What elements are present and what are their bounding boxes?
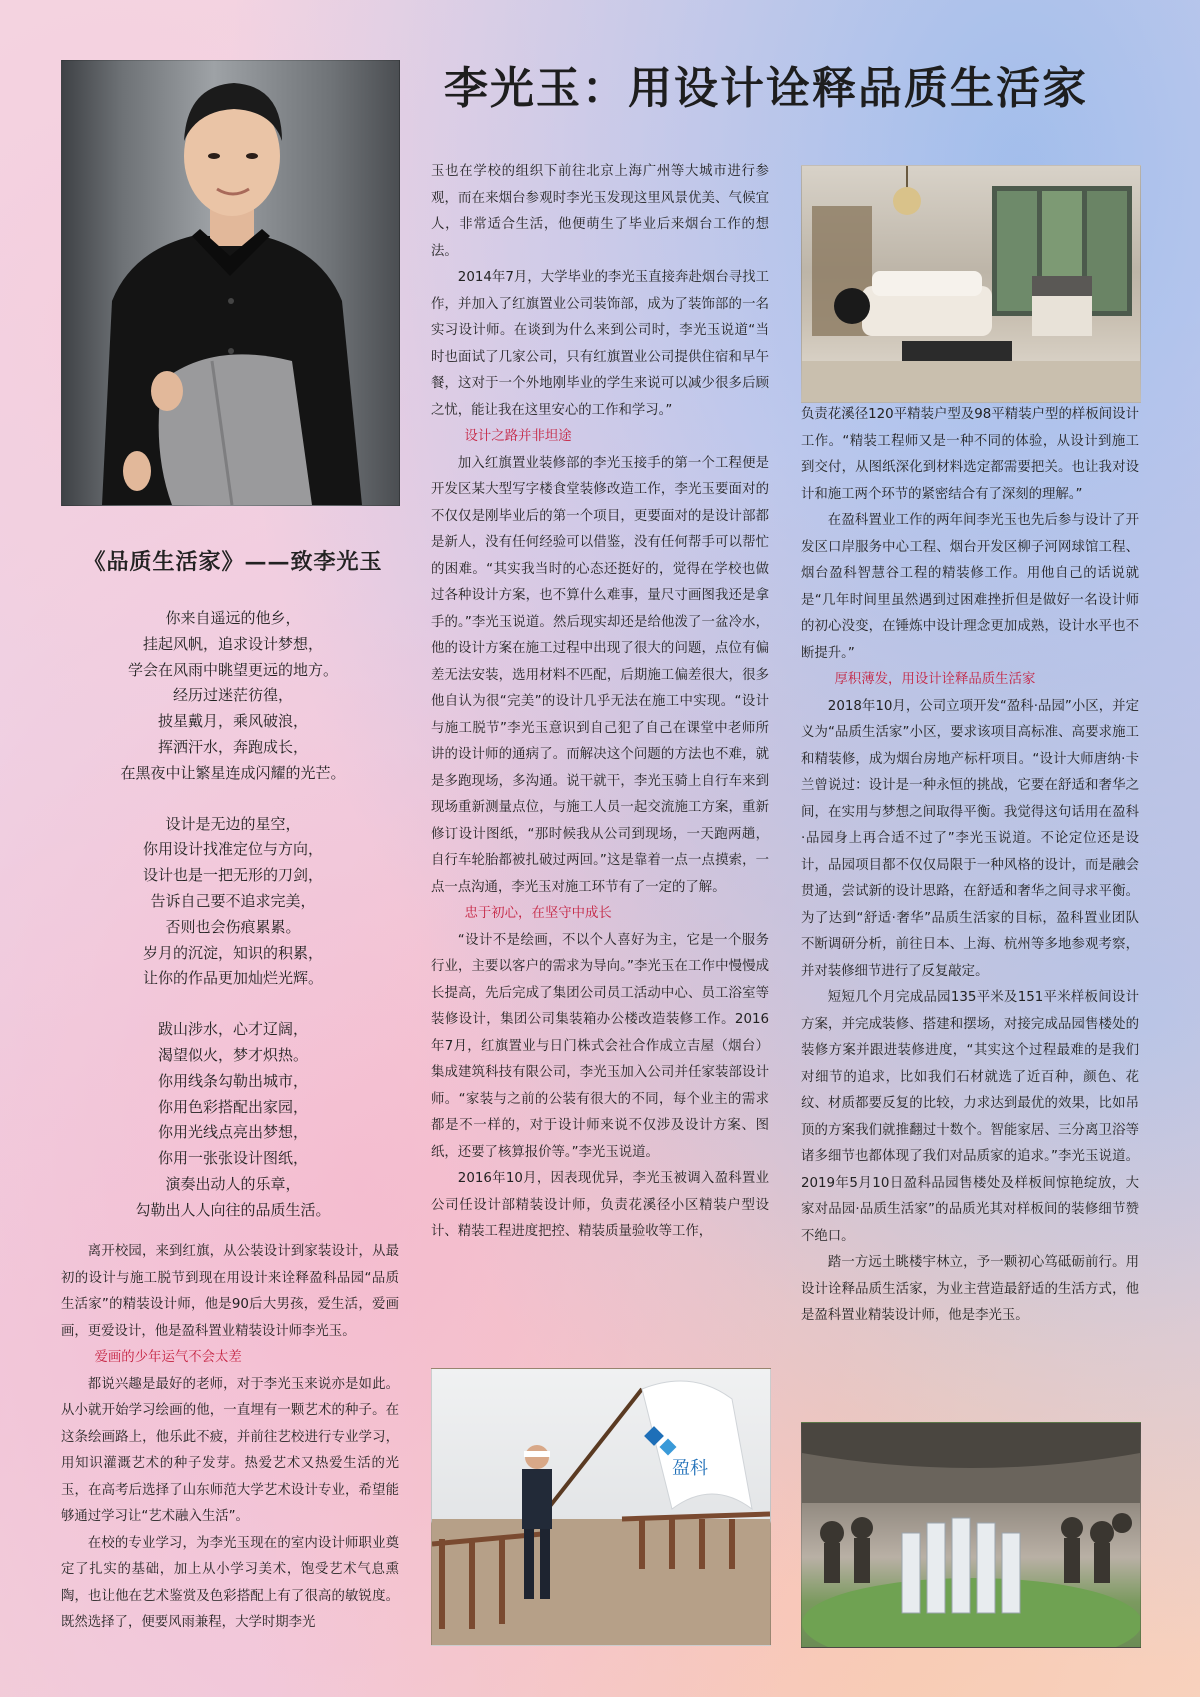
poem-line: 你来自遥远的他乡， xyxy=(165,609,301,627)
poem-line: 让你的作品更加灿烂光辉。 xyxy=(142,969,323,988)
sales-center-model-photo xyxy=(801,1422,1141,1648)
article-paragraph: 2014年7月，大学毕业的李光玉直接奔赴烟台寻找工作，并加入了红旗置业公司装饰部，成为了装饰部的一名实习设计师。在谈到为什么来到公司时，李光玉说道“当时也面试了几家公司，只有红旗置业公司提供住宿和早午餐，这对于一个外地刚毕业的学生来说可以减少很多后顾之忧，能让我在这里安心的工作和学习。” xyxy=(431,270,769,418)
flag-logo-text: 盈科 xyxy=(672,1458,708,1479)
article-paragraph: 离开校园，来到红旗，从公装设计到家装设计，从最初的设计与施工脱节到现在用设计来诠释盈科品园“品质生活家”的精装设计师，他是90后大男孩，爱生活，爱画画，更爱设计，他是盈科置业精装设计师李光玉。 xyxy=(61,1244,399,1339)
poem-stanza-2 xyxy=(66,812,400,993)
poem xyxy=(66,606,400,1249)
article-column-3 xyxy=(801,402,1139,1330)
poem-line: 你用线条勾勒出城市， xyxy=(157,1071,308,1090)
poem-line: 演奏出动人的乐章， xyxy=(165,1174,301,1193)
article-paragraph: 加入红旗置业装修部的李光玉接手的第一个工程便是开发区某大型写字楼食堂装修改造工作，李光玉要面对的不仅仅是刚毕业后的第一个项目，更要面对的是设计部都是新人，没有任何经验可以借鉴，没有任何帮手可以帮忙的困难。“其实我当时的心态还挺好的，觉得在学校也做过各种设计方案，也不算什么难事，量尺寸画图我还是拿手的。”李光玉说道。然后现实却还是给他泼了一盆冷水，他的设计方案在施工过程中出现了很大的问题，点位有偏差无法安装，选用材料不匹配，后期施工偏差很大，很多他自认为很“完美”的设计几乎无法在施工中实现。“设计与施工脱节”李光玉意识到自己犯了自己在课堂中老师所讲的设计师的通病了。而解决这个问题的方法也不难，就是多跑现场，多沟通。说干就干，李光玉骑上自行车来到现场重新测量点位，与施工人员一起交流施工方案，重新修订设计图纸，“那时候我从公司到现场，一天跑两趟，自行车轮胎都被扎破过两回。”这是靠着一点一点摸索，一点一点沟通，李光玉对施工环节有了一定的了解。 xyxy=(431,455,769,895)
poem-line: 跋山涉水，心才辽阔， xyxy=(157,1020,308,1039)
article-paragraph: 踏一方远土眺楼宇林立，予一颗初心笃砥砺前行。用设计诠释品质生活家，为业主营造最舒适的生活方式，他是盈科置业精装设计师，他是李光玉。 xyxy=(801,1255,1139,1323)
poem-line: 设计也是一把无形的刀剑， xyxy=(142,866,323,885)
article-paragraph: “设计不是绘画，不以个人喜好为主，它是一个服务行业，主要以客户的需求为导向。”李光玉在工作中慢慢成长提高，先后完成了集团公司员工活动中心、员工浴室等装修设计，集团公司集装箱办公楼改造装修工作。2016年7月，红旗置业与日门株式会社合作成立吉屋（烟台）集成建筑科技有限公司，李光玉加入公司并任家装部设计师。“家装与之前的公装有很大的不同，每个业主的需求都是不一样的，对于设计师来说不仅涉及设计方案、图纸，还要了核算报价等。”李光玉说道。 xyxy=(431,932,769,1160)
article-paragraph: 都说兴趣是最好的老师，对于李光玉来说亦是如此。从小就开始学习绘画的他，一直埋有一颗艺术的种子。在这条绘画路上，他乐此不疲，并前往艺校进行专业学习，用知识灌溉艺术的种子发芽。热爱艺术又热爱生活的光玉，在高考后选择了山东师范大学艺术设计专业，希望能够通过学习让“艺术融入生活”。 xyxy=(61,1376,399,1524)
poem-line: 经历过迷茫彷徨， xyxy=(172,686,293,705)
article-paragraph: 玉也在学校的组织下前往北京上海广州等大城市进行参观，而在来烟台参观时李光玉发现这里风景优美、气候宜人，非常适合生活，他便萌生了毕业后来烟台工作的想法。 xyxy=(431,164,769,259)
poem-stanza-3 xyxy=(66,1017,400,1223)
page-title: 李光玉：用设计诠释品质生活家 xyxy=(444,63,1088,114)
article-paragraph: 在校的专业学习，为李光玉现在的室内设计师职业奠定了扎实的基础，加上从小学习美术，饱受艺术气息熏陶，也让他在艺术鉴赏及色彩搭配上有了很高的敏锐度。既然选择了，便要风雨兼程，大学时期李光 xyxy=(61,1535,399,1630)
section-heading: 厚积薄发，用设计诠释品质生活家 xyxy=(834,672,1036,687)
poem-line: 告诉自己要不追求完美， xyxy=(150,891,316,910)
article-paragraph: 2018年10月，公司立项开发“盈科·品园”小区，并定义为“品质生活家”小区，要求该项目高标准、高要求施工和精装修，成为烟台房地产标杆项目。“设计大师唐纳·卡兰曾说过：设计是一种永恒的挑战，它要在舒适和奢华之间，在实用与梦想之间取得平衡。我觉得这句话用在盈科·品园身上再合适不过了”李光玉说道。不论定位还是设计，品园项目都不仅仅局限于一种风格的设计，而是融会贯通，尝试新的设计思路，在舒适和奢华之间寻求平衡。为了达到“舒适·奢华”品质生活家的目标，盈科置业团队不断调研分析，前往日本、上海、杭州等多地参观考察，并对装修细节进行了反复敲定。 xyxy=(801,698,1139,979)
poem-line: 在黑夜中让繁星连成闪耀的光芒。 xyxy=(120,763,346,782)
poem-line: 你用色彩搭配出家园， xyxy=(157,1097,308,1116)
poem-line: 学会在风雨中眺望更远的地方。 xyxy=(127,660,338,679)
article-paragraph: 在盈科置业工作的两年间李光玉也先后参与设计了开发区口岸服务中心工程、烟台开发区柳子河网球馆工程、烟台盈科智慧谷工程的精装修工作。用他自己的话说就是“几年时间里虽然遇到过困难挫折但是做好一名设计师的初心没变，在锤炼中设计理念更加成熟，设计水平也不断提升。” xyxy=(801,513,1139,661)
poem-line: 你用设计找准定位与方向， xyxy=(142,840,323,859)
article-column-2 xyxy=(431,159,769,1246)
designer-portrait-photo xyxy=(61,60,400,506)
living-room-photo xyxy=(801,165,1141,403)
poem-line: 你用光线点亮出梦想， xyxy=(157,1123,308,1142)
poem-line: 渴望似火，梦才炽热。 xyxy=(157,1045,308,1064)
poem-line: 设计是无边的星空， xyxy=(165,814,301,833)
poem-line: 否则也会伤痕累累。 xyxy=(165,917,301,936)
section-heading: 设计之路并非坦途 xyxy=(464,429,572,444)
article-paragraph: 2016年10月，因表现优异，李光玉被调入盈科置业公司任设计部精装设计师，负责花溪径小区精装户型设计、精装工程进度把控、精装质量验收等工作， xyxy=(431,1171,769,1239)
poem-line: 挥洒汗水，奔跑成长， xyxy=(157,737,308,756)
article-paragraph: 负责花溪径120平精装户型及98平精装户型的样板间设计工作。“精装工程师又是一种不同的体验，从设计到施工到交付，从图纸深化到材料选定都需要把关。也让我对设计和施工两个环节的紧密结合有了深刻的理解。” xyxy=(801,407,1139,502)
section-heading: 忠于初心，在坚守中成长 xyxy=(464,906,612,921)
poem-stanza-1 xyxy=(66,606,400,787)
section-heading: 爱画的少年运气不会太差 xyxy=(94,1350,242,1365)
poem-line: 披星戴月，乘风破浪， xyxy=(157,712,308,731)
poem-line: 岁月的沉淀，知识的积累， xyxy=(142,943,323,962)
poem-line: 挂起风帆，追求设计梦想， xyxy=(142,634,323,653)
poem-line: 勾勒出人人向往的品质生活。 xyxy=(135,1200,331,1219)
article-column-1 xyxy=(61,1239,399,1637)
flag-walk-photo xyxy=(431,1368,771,1646)
poem-line: 你用一张张设计图纸， xyxy=(157,1149,308,1168)
article-paragraph: 短短几个月完成品园135平米及151平米样板间设计方案，并完成装修、搭建和摆场，对接完成品园售楼处的装修方案并跟进装修进度，“其实这个过程最难的是我们对细节的追求，比如我们石材就选了近百种，颜色、花纹、材质都要反复的比较，力求达到最优的效果，比如吊顶的方案我们就推翻过十数个。智能家居、三分离卫浴等诸多细节也都体现了我们对品质家的追求。”李光玉说道。2019年5月10日盈科品园售楼处及样板间惊艳绽放，大家对品园·品质生活家”的品质光其对样板间的装修细节赞不绝口。 xyxy=(801,990,1139,1244)
poem-title: 《品质生活家》——致李光玉 xyxy=(83,549,383,575)
